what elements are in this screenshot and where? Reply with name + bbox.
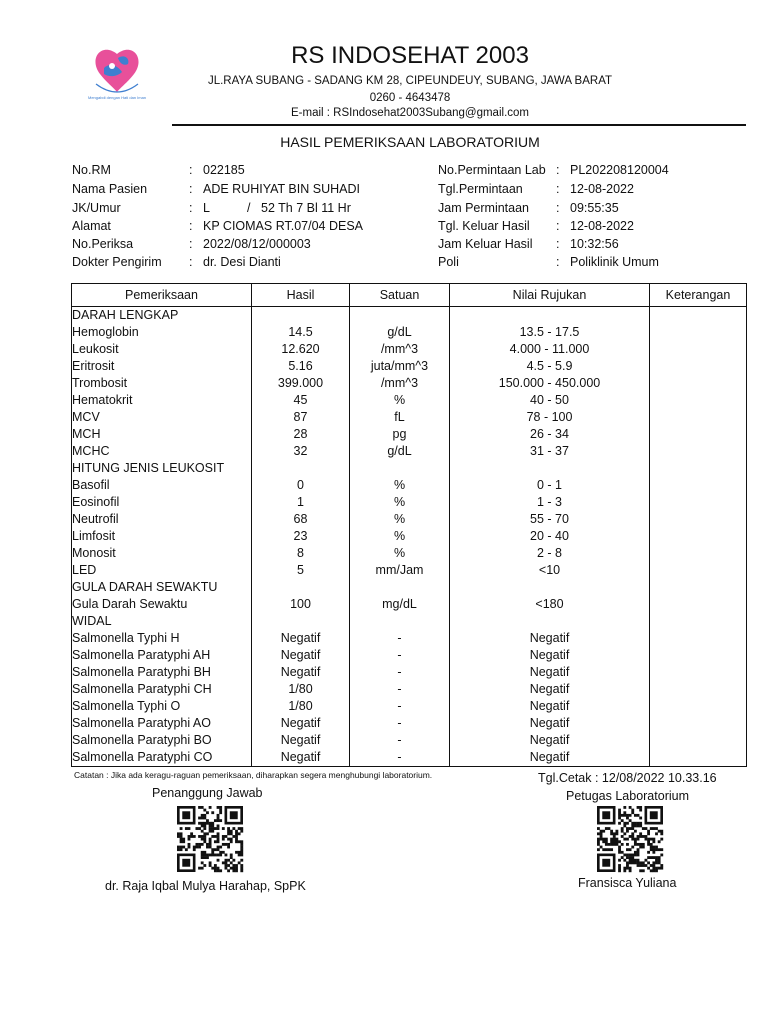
cell-nilai-rujukan: <10 bbox=[450, 562, 650, 579]
cell-pemeriksaan: Salmonella Paratyphi CO bbox=[72, 749, 252, 767]
table-row bbox=[72, 443, 747, 460]
cell-hasil: Negatif bbox=[252, 715, 350, 732]
cell-satuan: pg bbox=[350, 426, 450, 443]
footer-note: Catatan : Jika ada keragu-raguan pemeriksaan, diharapkan segera menghubungi laboratorium. bbox=[74, 770, 433, 780]
cell-satuan: - bbox=[350, 630, 450, 647]
cell-hasil bbox=[252, 460, 350, 477]
table-row bbox=[72, 511, 747, 528]
cell-satuan bbox=[350, 307, 450, 325]
table-row bbox=[72, 426, 747, 443]
table-group-row bbox=[72, 460, 747, 477]
cell-keterangan bbox=[650, 392, 747, 409]
value-nama: ADE RUHIYAT BIN SUHADI bbox=[203, 182, 360, 196]
cell-keterangan bbox=[650, 749, 747, 767]
header-hasil: Hasil bbox=[252, 284, 350, 307]
cell-nilai-rujukan: 26 - 34 bbox=[450, 426, 650, 443]
table-row bbox=[72, 494, 747, 511]
cell-satuan: - bbox=[350, 698, 450, 715]
cell-keterangan bbox=[650, 613, 747, 630]
cell-keterangan bbox=[650, 409, 747, 426]
cell-keterangan bbox=[650, 698, 747, 715]
cell-pemeriksaan: Monosit bbox=[72, 545, 252, 562]
cell-keterangan bbox=[650, 477, 747, 494]
value-dokter: dr. Desi Dianti bbox=[203, 255, 281, 269]
cell-nilai-rujukan: Negatif bbox=[450, 647, 650, 664]
cell-satuan: % bbox=[350, 545, 450, 562]
cell-pemeriksaan: GULA DARAH SEWAKTU bbox=[72, 579, 252, 596]
table-row bbox=[72, 324, 747, 341]
label-tgl-keluar: Tgl. Keluar Hasil bbox=[438, 219, 530, 233]
cell-nilai-rujukan: Negatif bbox=[450, 698, 650, 715]
cell-pemeriksaan: Salmonella Paratyphi AO bbox=[72, 715, 252, 732]
cell-pemeriksaan: HITUNG JENIS LEUKOSIT bbox=[72, 460, 252, 477]
cell-keterangan bbox=[650, 579, 747, 596]
hospital-email: E-mail : RSIndosehat2003Subang@gmail.com bbox=[291, 107, 529, 119]
cell-pemeriksaan: Gula Darah Sewaktu bbox=[72, 596, 252, 613]
label-jk: JK/Umur bbox=[72, 201, 121, 215]
cell-nilai-rujukan: 0 - 1 bbox=[450, 477, 650, 494]
table-group-row bbox=[72, 307, 747, 325]
cell-hasil: 5 bbox=[252, 562, 350, 579]
cell-keterangan bbox=[650, 545, 747, 562]
cell-satuan: fL bbox=[350, 409, 450, 426]
right-qr-code bbox=[597, 806, 663, 872]
table-row bbox=[72, 358, 747, 375]
cell-satuan: % bbox=[350, 528, 450, 545]
cell-hasil: 100 bbox=[252, 596, 350, 613]
cell-nilai-rujukan: 150.000 - 450.000 bbox=[450, 375, 650, 392]
table-row bbox=[72, 477, 747, 494]
cell-hasil: 68 bbox=[252, 511, 350, 528]
cell-satuan bbox=[350, 579, 450, 596]
cell-hasil: 32 bbox=[252, 443, 350, 460]
cell-keterangan bbox=[650, 562, 747, 579]
cell-hasil: 1/80 bbox=[252, 681, 350, 698]
table-body bbox=[72, 307, 747, 767]
cell-pemeriksaan: Hemoglobin bbox=[72, 324, 252, 341]
left-signature-name: dr. Raja Iqbal Mulya Harahap, SpPK bbox=[105, 879, 306, 893]
table-row bbox=[72, 562, 747, 579]
cell-hasil: Negatif bbox=[252, 664, 350, 681]
cell-nilai-rujukan bbox=[450, 460, 650, 477]
cell-keterangan bbox=[650, 341, 747, 358]
cell-pemeriksaan: Salmonella Paratyphi AH bbox=[72, 647, 252, 664]
cell-nilai-rujukan bbox=[450, 307, 650, 325]
value-no-permintaan: PL202208120004 bbox=[570, 163, 669, 177]
value-poli: Poliklinik Umum bbox=[570, 255, 659, 269]
cell-satuan: - bbox=[350, 749, 450, 767]
hospital-address: JL.RAYA SUBANG - SADANG KM 28, CIPEUNDEUY, SUBANG, JAWA BARAT bbox=[207, 75, 613, 87]
cell-keterangan bbox=[650, 426, 747, 443]
cell-nilai-rujukan bbox=[450, 579, 650, 596]
table-row bbox=[72, 681, 747, 698]
cell-hasil: Negatif bbox=[252, 647, 350, 664]
cell-pemeriksaan: Basofil bbox=[72, 477, 252, 494]
cell-nilai-rujukan: <180 bbox=[450, 596, 650, 613]
request-info: No.Permintaan Lab : PL202208120004 Tgl.Permintaan : 12-08-2022 Jam Permintaan : 09:55:35 Tgl. Keluar Hasil : 12-08-2022 Jam Keluar Hasil : 10:32:56 Poli : Poliklinik Umum bbox=[438, 163, 669, 269]
label-tgl-permintaan: Tgl.Permintaan bbox=[438, 182, 523, 196]
table-row bbox=[72, 732, 747, 749]
cell-hasil: 28 bbox=[252, 426, 350, 443]
value-age: 52 Th 7 Bl 11 Hr bbox=[261, 201, 351, 215]
cell-pemeriksaan: LED bbox=[72, 562, 252, 579]
table-row bbox=[72, 341, 747, 358]
cell-satuan: - bbox=[350, 681, 450, 698]
value-alamat: KP CIOMAS RT.07/04 DESA bbox=[203, 219, 364, 233]
cell-keterangan bbox=[650, 358, 747, 375]
table-row bbox=[72, 715, 747, 732]
header-nilai-rujukan: Nilai Rujukan bbox=[450, 284, 650, 307]
cell-satuan: - bbox=[350, 732, 450, 749]
cell-keterangan bbox=[650, 630, 747, 647]
label-dokter: Dokter Pengirim bbox=[72, 255, 162, 269]
cell-pemeriksaan: Salmonella Paratyphi BO bbox=[72, 732, 252, 749]
value-sex: L bbox=[203, 201, 210, 215]
cell-hasil bbox=[252, 579, 350, 596]
cell-satuan: g/dL bbox=[350, 324, 450, 341]
cell-pemeriksaan: Salmonella Paratyphi CH bbox=[72, 681, 252, 698]
label-alamat: Alamat bbox=[72, 219, 111, 233]
cell-hasil: 0 bbox=[252, 477, 350, 494]
hospital-name: RS INDOSEHAT 2003 bbox=[291, 42, 529, 69]
cell-nilai-rujukan: 4.5 - 5.9 bbox=[450, 358, 650, 375]
cell-pemeriksaan: Leukosit bbox=[72, 341, 252, 358]
cell-hasil: 5.16 bbox=[252, 358, 350, 375]
left-qr-code bbox=[177, 806, 243, 872]
label-no-rm: No.RM bbox=[72, 163, 111, 177]
cell-hasil: 1/80 bbox=[252, 698, 350, 715]
cell-nilai-rujukan: 40 - 50 bbox=[450, 392, 650, 409]
label-no-periksa: No.Periksa bbox=[72, 237, 134, 251]
cell-pemeriksaan: Eosinofil bbox=[72, 494, 252, 511]
cell-keterangan bbox=[650, 647, 747, 664]
cell-nilai-rujukan: Negatif bbox=[450, 630, 650, 647]
logo-tagline: Mengabdi dengan Hati dan Iman bbox=[87, 95, 147, 100]
cell-hasil: Negatif bbox=[252, 630, 350, 647]
table-row bbox=[72, 647, 747, 664]
cell-satuan: juta/mm^3 bbox=[350, 358, 450, 375]
value-no-periksa: 2022/08/12/000003 bbox=[203, 237, 311, 251]
table-group-row bbox=[72, 613, 747, 630]
table-row bbox=[72, 749, 747, 767]
cell-satuan: - bbox=[350, 647, 450, 664]
cell-satuan bbox=[350, 460, 450, 477]
cell-pemeriksaan: MCH bbox=[72, 426, 252, 443]
cell-hasil: 12.620 bbox=[252, 341, 350, 358]
print-timestamp: Tgl.Cetak : 12/08/2022 10.33.16 bbox=[538, 771, 717, 785]
cell-pemeriksaan: WIDAL bbox=[72, 613, 252, 630]
label-jam-keluar: Jam Keluar Hasil bbox=[438, 237, 533, 251]
patient-info: No.RM : 022185 Nama Pasien : ADE RUHIYAT BIN SUHADI JK/Umur : L / 52 Th 7 Bl 11 Hr Alamat : KP CIOMAS RT.07/04 DESA No.Periksa : 2022/08/12/000003 Dokter Pengirim : dr. Desi Dianti bbox=[72, 163, 364, 269]
cell-nilai-rujukan: 20 - 40 bbox=[450, 528, 650, 545]
cell-satuan: % bbox=[350, 392, 450, 409]
cell-keterangan bbox=[650, 375, 747, 392]
cell-keterangan bbox=[650, 664, 747, 681]
table-row bbox=[72, 392, 747, 409]
cell-nilai-rujukan: Negatif bbox=[450, 681, 650, 698]
cell-hasil: 45 bbox=[252, 392, 350, 409]
header-pemeriksaan: Pemeriksaan bbox=[72, 284, 252, 307]
cell-pemeriksaan: MCHC bbox=[72, 443, 252, 460]
cell-keterangan bbox=[650, 715, 747, 732]
table-row bbox=[72, 375, 747, 392]
cell-hasil: 23 bbox=[252, 528, 350, 545]
cell-nilai-rujukan: 4.000 - 11.000 bbox=[450, 341, 650, 358]
table-row bbox=[72, 528, 747, 545]
cell-satuan: - bbox=[350, 715, 450, 732]
table-header-row bbox=[72, 284, 747, 307]
cell-satuan: % bbox=[350, 511, 450, 528]
cell-satuan: % bbox=[350, 494, 450, 511]
cell-pemeriksaan: Limfosit bbox=[72, 528, 252, 545]
label-jam-permintaan: Jam Permintaan bbox=[438, 201, 530, 215]
cell-keterangan bbox=[650, 443, 747, 460]
cell-nilai-rujukan: 78 - 100 bbox=[450, 409, 650, 426]
cell-nilai-rujukan: 31 - 37 bbox=[450, 443, 650, 460]
cell-pemeriksaan: Hematokrit bbox=[72, 392, 252, 409]
document-title: HASIL PEMERIKSAAN LABORATORIUM bbox=[280, 134, 540, 150]
lab-results-table bbox=[71, 283, 747, 767]
right-signature-title: Petugas Laboratorium bbox=[566, 789, 689, 803]
cell-keterangan bbox=[650, 511, 747, 528]
cell-hasil: Negatif bbox=[252, 732, 350, 749]
value-jam-keluar: 10:32:56 bbox=[570, 237, 619, 251]
cell-pemeriksaan: Salmonella Typhi H bbox=[72, 630, 252, 647]
right-signature-name: Fransisca Yuliana bbox=[578, 876, 677, 890]
cell-satuan: /mm^3 bbox=[350, 375, 450, 392]
label-poli: Poli bbox=[438, 255, 459, 269]
cell-satuan: % bbox=[350, 477, 450, 494]
cell-nilai-rujukan: 13.5 - 17.5 bbox=[450, 324, 650, 341]
cell-pemeriksaan: DARAH LENGKAP bbox=[72, 307, 252, 325]
cell-satuan: mm/Jam bbox=[350, 562, 450, 579]
table-row bbox=[72, 409, 747, 426]
table-row bbox=[72, 664, 747, 681]
header-divider bbox=[172, 124, 746, 126]
cell-pemeriksaan: Eritrosit bbox=[72, 358, 252, 375]
cell-keterangan bbox=[650, 596, 747, 613]
cell-hasil: 87 bbox=[252, 409, 350, 426]
cell-nilai-rujukan: Negatif bbox=[450, 749, 650, 767]
cell-hasil: 1 bbox=[252, 494, 350, 511]
header-satuan: Satuan bbox=[350, 284, 450, 307]
cell-hasil: 8 bbox=[252, 545, 350, 562]
hospital-phone: 0260 - 4643478 bbox=[369, 92, 451, 104]
cell-pemeriksaan: Neutrofil bbox=[72, 511, 252, 528]
cell-hasil: Negatif bbox=[252, 749, 350, 767]
header-keterangan: Keterangan bbox=[650, 284, 747, 307]
cell-pemeriksaan: MCV bbox=[72, 409, 252, 426]
table-row bbox=[72, 630, 747, 647]
cell-satuan: g/dL bbox=[350, 443, 450, 460]
table-row bbox=[72, 698, 747, 715]
cell-hasil: 399.000 bbox=[252, 375, 350, 392]
cell-hasil bbox=[252, 307, 350, 325]
cell-hasil bbox=[252, 613, 350, 630]
value-jam-permintaan: 09:55:35 bbox=[570, 201, 619, 215]
cell-satuan bbox=[350, 613, 450, 630]
cell-satuan: mg/dL bbox=[350, 596, 450, 613]
cell-keterangan bbox=[650, 528, 747, 545]
cell-nilai-rujukan: 55 - 70 bbox=[450, 511, 650, 528]
cell-nilai-rujukan: 1 - 3 bbox=[450, 494, 650, 511]
cell-nilai-rujukan: Negatif bbox=[450, 732, 650, 749]
value-no-rm: 022185 bbox=[203, 163, 245, 177]
table-group-row bbox=[72, 579, 747, 596]
cell-keterangan bbox=[650, 494, 747, 511]
cell-nilai-rujukan bbox=[450, 613, 650, 630]
value-tgl-permintaan: 12-08-2022 bbox=[570, 182, 634, 196]
cell-satuan: /mm^3 bbox=[350, 341, 450, 358]
value-tgl-keluar: 12-08-2022 bbox=[570, 219, 634, 233]
table-row bbox=[72, 545, 747, 562]
label-nama: Nama Pasien bbox=[72, 182, 148, 196]
cell-pemeriksaan: Salmonella Typhi O bbox=[72, 698, 252, 715]
hospital-logo bbox=[87, 44, 147, 104]
cell-nilai-rujukan: Negatif bbox=[450, 715, 650, 732]
table-row bbox=[72, 596, 747, 613]
cell-keterangan bbox=[650, 681, 747, 698]
cell-keterangan bbox=[650, 307, 747, 325]
cell-keterangan bbox=[650, 732, 747, 749]
cell-nilai-rujukan: Negatif bbox=[450, 664, 650, 681]
cell-keterangan bbox=[650, 460, 747, 477]
left-signature-title: Penanggung Jawab bbox=[152, 786, 263, 800]
cell-hasil: 14.5 bbox=[252, 324, 350, 341]
cell-pemeriksaan: Trombosit bbox=[72, 375, 252, 392]
cell-pemeriksaan: Salmonella Paratyphi BH bbox=[72, 664, 252, 681]
cell-keterangan bbox=[650, 324, 747, 341]
cell-satuan: - bbox=[350, 664, 450, 681]
label-no-permintaan: No.Permintaan Lab bbox=[438, 163, 546, 177]
cell-nilai-rujukan: 2 - 8 bbox=[450, 545, 650, 562]
